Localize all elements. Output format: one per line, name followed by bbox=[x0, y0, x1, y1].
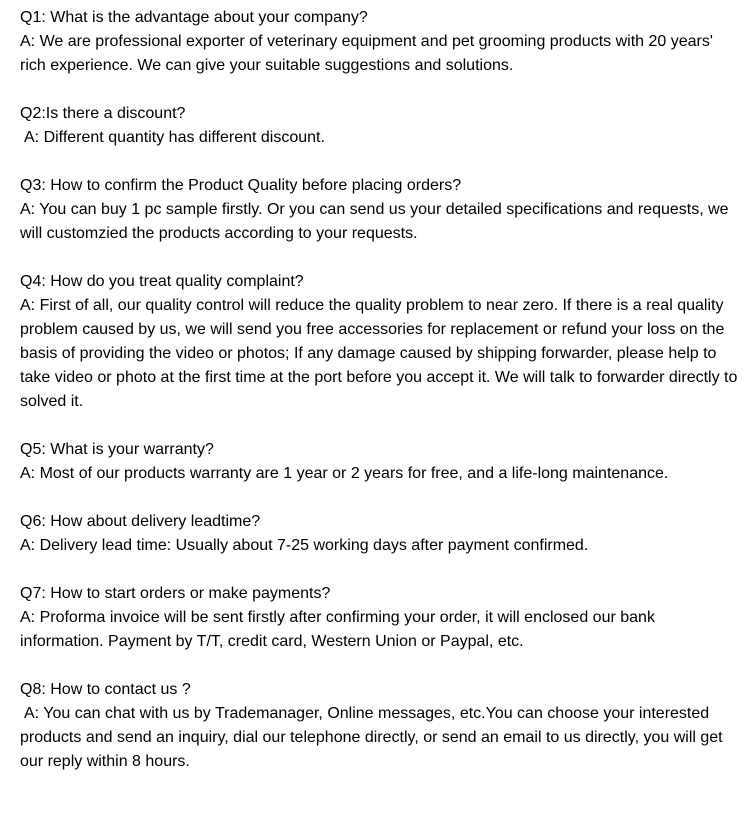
answer-text: Different quantity has different discount. bbox=[39, 129, 325, 146]
answer-prefix: A: bbox=[20, 201, 36, 218]
faq-item-q5 bbox=[20, 438, 738, 486]
faq-question: Q3: How to confirm the Product Quality before placing orders? bbox=[20, 177, 462, 194]
answer-prefix: A: bbox=[24, 129, 40, 146]
answer-text: We are professional exporter of veterinary equipment and pet grooming products with 20 years' rich experience. We can give your suitable suggestions and solutions. bbox=[20, 33, 713, 74]
faq-question: Q7: How to start orders or make payments? bbox=[20, 585, 331, 602]
answer-prefix: A: bbox=[20, 609, 36, 626]
answer-text: Proforma invoice will be sent firstly after confirming your order, it will enclosed our bank information. Payment by T/T, credit card, Western Union or Paypal, etc. bbox=[20, 609, 655, 650]
answer-prefix: A: bbox=[20, 537, 36, 554]
faq-item-q3 bbox=[20, 174, 738, 246]
faq-question: Q1: What is the advantage about your company? bbox=[20, 9, 368, 26]
answer-text: Delivery lead time: Usually about 7-25 working days after payment confirmed. bbox=[35, 537, 589, 554]
answer-prefix: A: bbox=[20, 33, 36, 50]
faq-list bbox=[20, 6, 738, 798]
answer-prefix: A: bbox=[20, 297, 36, 314]
answer-text: You can chat with us by Trademanager, Online messages, etc.You can choose your interested products and send an inquiry, dial our telephone directly, or send an email to us directly, you will get our reply within 8 hours. bbox=[20, 705, 723, 770]
faq-answer bbox=[20, 606, 738, 654]
faq-question: Q6: How about delivery leadtime? bbox=[20, 513, 261, 530]
faq-answer bbox=[20, 198, 738, 246]
faq-item-q4 bbox=[20, 270, 738, 414]
answer-text: You can buy 1 pc sample firstly. Or you can send us your detailed specifications and requests, we will customzied the products according to your requests. bbox=[20, 201, 729, 242]
answer-prefix: A: bbox=[20, 465, 36, 482]
faq-item-q6 bbox=[20, 510, 738, 558]
faq-item-q1 bbox=[20, 6, 738, 78]
faq-answer bbox=[20, 30, 738, 78]
faq-answer bbox=[20, 534, 738, 558]
faq-question: Q5: What is your warranty? bbox=[20, 441, 214, 458]
faq-answer bbox=[20, 294, 738, 414]
faq-question: Q8: How to contact us ? bbox=[20, 681, 191, 698]
answer-text: Most of our products warranty are 1 year or 2 years for free, and a life-long maintenance. bbox=[35, 465, 669, 482]
faq-question: Q2:Is there a discount? bbox=[20, 105, 186, 122]
faq-item-q8 bbox=[20, 678, 738, 774]
faq-answer bbox=[20, 462, 738, 486]
answer-text: First of all, our quality control will reduce the quality problem to near zero. If there is a real quality problem caused by us, we will send you free accessories for replacement or refund your loss on the basis of providing the video or photos; If any damage caused by shipping forwarder, please help to take video or photo at the first time at the port before you accept it. We will talk to forwarder directly to solved it. bbox=[20, 297, 738, 410]
answer-prefix: A: bbox=[24, 705, 40, 722]
faq-answer bbox=[20, 702, 738, 774]
faq-question: Q4: How do you treat quality complaint? bbox=[20, 273, 304, 290]
faq-answer bbox=[20, 126, 738, 150]
faq-item-q2 bbox=[20, 102, 738, 150]
faq-item-q7 bbox=[20, 582, 738, 654]
